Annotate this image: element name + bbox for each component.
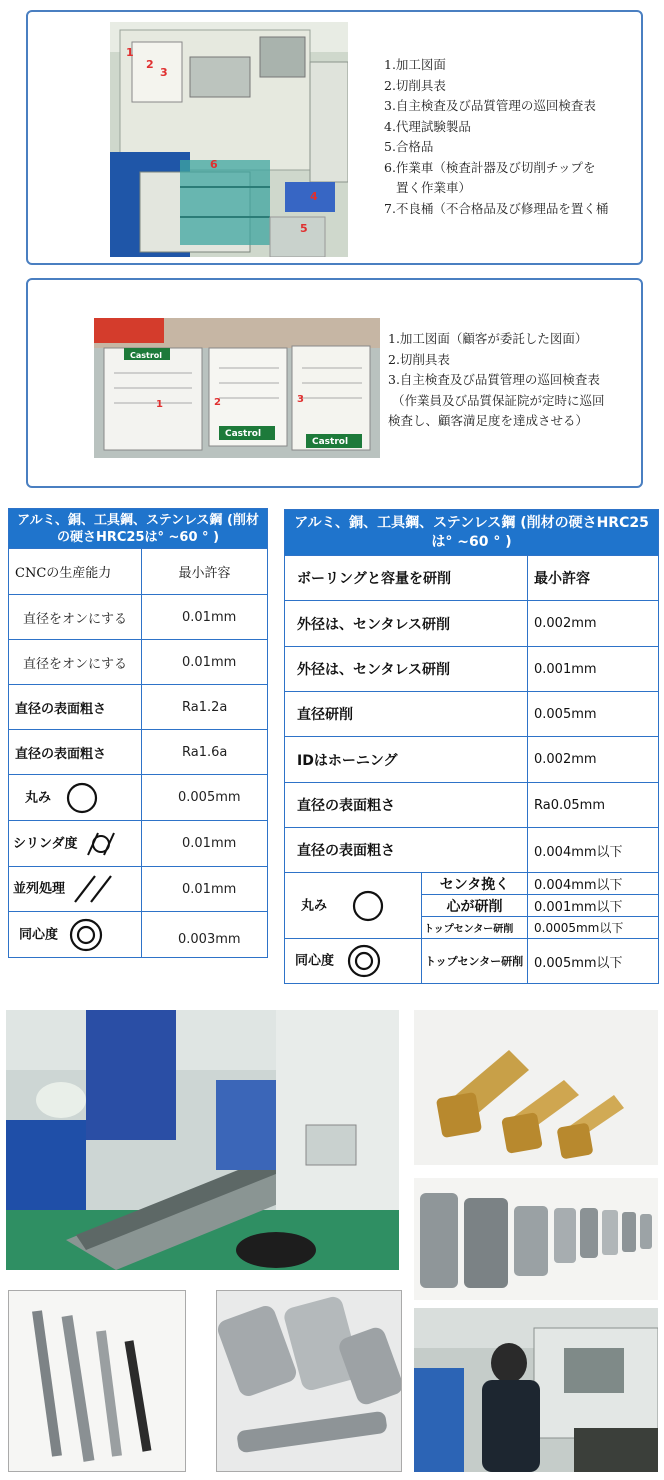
row-value: 0.002mm (528, 737, 659, 783)
row-value: 0.003mm (142, 912, 268, 958)
table-row (285, 828, 659, 873)
list-item: 3.自主検査及び品質管理の巡回検査表 (388, 372, 600, 387)
row-label: IDはホーニング (285, 737, 528, 783)
table-row (285, 783, 659, 828)
list-item: 4.代理試験製品 (384, 118, 471, 134)
machine-shop-photo (6, 1010, 399, 1270)
table-row (285, 647, 659, 692)
column-header: ボーリングと容量を研削 (285, 556, 528, 601)
clipboard-illustration (94, 318, 380, 458)
column-header: 最小許容 (142, 549, 268, 595)
castrol-logo: Castrol (225, 429, 262, 439)
cnc-station-illustration (110, 22, 348, 257)
brass-parts-photo (414, 1010, 658, 1165)
row-label: 直径の表面粗さ (285, 783, 528, 828)
shaft-parts-illustration (9, 1291, 185, 1471)
table-row (9, 821, 268, 867)
list-item: 7.不良桶（不合格品及び修理品を置く桶 (384, 200, 609, 216)
marker-1: 1 (156, 399, 163, 410)
concentricity-icon (346, 943, 382, 979)
row-value: Ra1.6a (142, 730, 268, 775)
marker-5: 5 (300, 222, 308, 235)
row-label: 同心度 (295, 953, 335, 969)
circle-icon (351, 889, 385, 923)
table-row (285, 939, 659, 984)
row-label: 直径の表面粗さ (9, 685, 142, 730)
column-header: 最小許容 (528, 556, 659, 601)
steel-valve-parts-illustration (414, 1178, 658, 1300)
lathe-operator-illustration (414, 1308, 658, 1472)
concentricity-icon (68, 917, 104, 953)
castrol-logo: Castrol (130, 351, 163, 360)
list-item: （作業員及び品質保証院が定時に巡回 (392, 392, 605, 408)
table-header: アルミ、銅、工具鋼、ステンレス鋼 (削材の硬さHRC25は° ~60 ° ) (285, 510, 659, 556)
marker-6: 6 (210, 158, 218, 171)
table-row (9, 595, 268, 640)
row-label: 直径研削 (285, 692, 528, 737)
list-item: 3.自主検査及び品質管理の巡回検査表 (384, 98, 596, 113)
row-label: 丸み (301, 898, 328, 913)
marker-2: 2 (214, 397, 221, 408)
marker-3: 3 (297, 394, 304, 405)
clipboard-photo (94, 318, 380, 458)
row-label: 直径の表面粗さ (9, 730, 142, 775)
table-row (285, 601, 659, 647)
row-label: 直径の表面粗さ (285, 828, 528, 873)
clipboard-item-list (388, 329, 605, 432)
cnc-capability-table (8, 508, 268, 958)
row-value: 0.002mm (528, 601, 659, 647)
marker-1: 1 (126, 46, 134, 59)
table-row (285, 737, 659, 783)
row-label: 並列処理 (13, 881, 66, 897)
table-row (9, 730, 268, 775)
table-row (9, 775, 268, 821)
row-value: 0.005mm (528, 692, 659, 737)
row-value: 0.001mm以下 (528, 895, 659, 917)
table-row (285, 692, 659, 737)
row-value: 0.01mm (142, 821, 268, 867)
row-label: 外径は、センタレス研削 (285, 647, 528, 692)
list-item: 置く作業車） (396, 180, 472, 195)
cylindricity-icon (84, 829, 118, 859)
row-label: シリンダ度 (13, 836, 78, 851)
row-value: 0.01mm (142, 640, 268, 685)
row-value: 0.005mm (142, 775, 268, 821)
row-value: 0.01mm (142, 867, 268, 912)
list-item: 1.加工図面（顧客が委託した図面） (388, 331, 588, 346)
row-value: 0.001mm (528, 647, 659, 692)
castrol-logo: Castrol (312, 437, 349, 447)
machined-tubes-photo (216, 1290, 402, 1472)
table-header: アルミ、銅、工具鋼、ステンレス鋼 (削材の硬さHRC25は° ~60 ° ) (9, 509, 268, 549)
method-label: センタ挽く (422, 873, 528, 895)
list-item: 5.合格品 (384, 139, 434, 154)
factory-station-panel (26, 10, 643, 265)
row-value: 0.004mm以下 (528, 873, 659, 895)
row-label: 直径をオンにする (9, 595, 142, 640)
row-value: 0.0005mm以下 (528, 917, 659, 939)
clipboard-panel (26, 278, 643, 488)
circle-icon (65, 781, 99, 815)
row-value: Ra0.05mm (528, 783, 659, 828)
list-item: 6.作業車（検査計器及び切削チップを (384, 159, 596, 175)
marker-4: 4 (310, 190, 318, 203)
row-label: 外径は、センタレス研削 (285, 601, 528, 647)
list-item: 1.加工図面 (384, 57, 446, 72)
table-row (9, 867, 268, 912)
machine-shop-illustration (6, 1010, 399, 1270)
column-header: CNCの生産能力 (9, 549, 142, 595)
cnc-station-photo (110, 22, 348, 257)
table-row (9, 640, 268, 685)
brass-parts-illustration (414, 1010, 658, 1165)
row-value: Ra1.2a (142, 685, 268, 730)
method-label: トップセンター研削 (422, 939, 528, 984)
shaft-parts-photo (8, 1290, 186, 1472)
steel-valve-parts-photo (414, 1178, 658, 1300)
table-row (9, 912, 268, 958)
row-label: 丸み (25, 790, 52, 805)
lathe-operator-photo (414, 1308, 658, 1472)
list-item: 2.切削具表 (384, 77, 446, 93)
station-item-list (384, 55, 608, 219)
list-item: 2.切削具表 (388, 351, 450, 367)
row-value: 0.01mm (142, 595, 268, 640)
method-label: 心が研削 (422, 895, 528, 917)
marker-3: 3 (160, 66, 168, 79)
parallelism-icon (73, 874, 117, 904)
row-value: 0.005mm以下 (528, 939, 659, 984)
row-label: 同心度 (19, 927, 59, 942)
row-label: 直径をオンにする (9, 640, 142, 685)
list-item: 検査し、顧客満足度を達成させる） (388, 413, 589, 428)
table-row (285, 873, 659, 895)
machined-tubes-illustration (217, 1291, 401, 1471)
method-label: トップセンター研削 (422, 917, 528, 939)
grinding-capability-table (284, 509, 659, 984)
row-value: 0.004mm以下 (528, 828, 659, 873)
marker-2: 2 (146, 58, 154, 71)
table-row (9, 685, 268, 730)
